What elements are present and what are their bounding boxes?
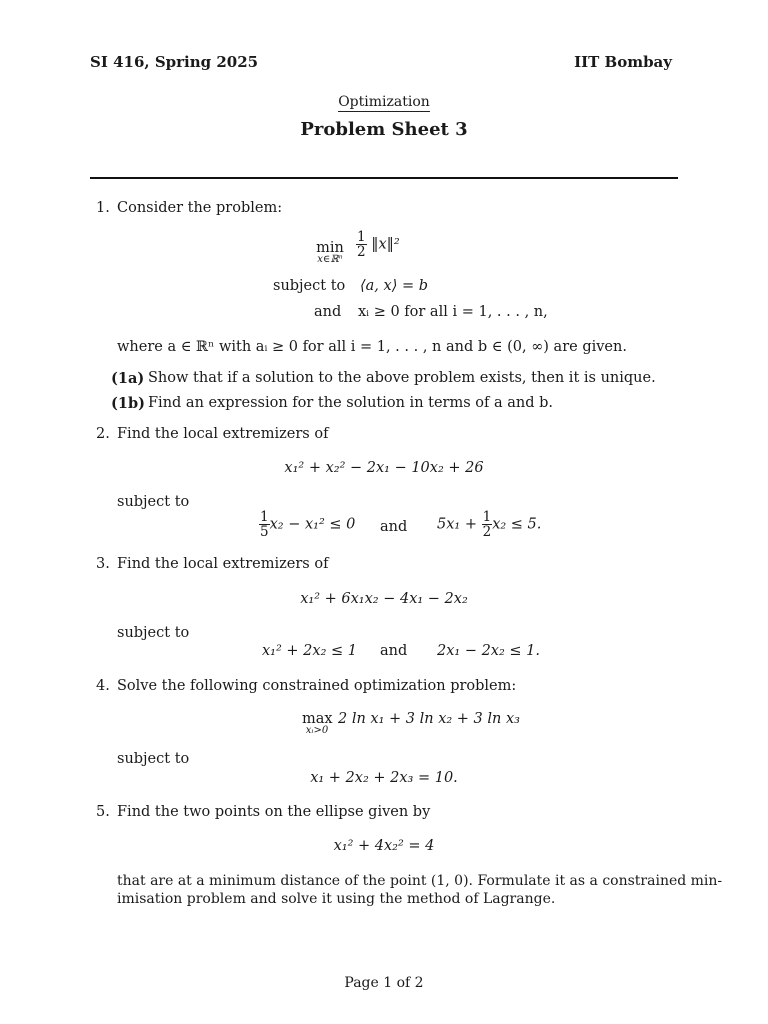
fraction-numerator: 1 [260, 509, 269, 525]
constraint-1-rest: x₂ − x₁² ≤ 0 [269, 516, 356, 533]
one-half-fraction [482, 510, 493, 539]
problem-3-and: and [380, 643, 408, 659]
title-divider [90, 177, 678, 179]
problem-5-number: 5. [96, 804, 110, 820]
problem-1-and: and [314, 304, 342, 320]
constraint-2-pre: 5x₁ + [437, 516, 477, 533]
problem-4-constraint: x₁ + 2x₂ + 2x₃ = 10. [310, 770, 458, 786]
problem-1a-label: (1a) [111, 370, 145, 387]
problem-4-subject-to: subject to [117, 751, 190, 767]
min-subscript: x∈ℝⁿ [317, 254, 343, 265]
problem-3-subject-to: subject to [117, 625, 190, 641]
problem-4-objective: 2 ln x₁ + 3 ln x₂ + 3 ln x₃ [338, 711, 520, 727]
fraction-denominator: 2 [357, 244, 366, 261]
problem-1b-text: Find an expression for the solution in terms of a and b. [148, 395, 554, 411]
problem-5-text-line-1: that are at a minimum distance of the point (1, 0). Formulate it as a constrained min- [117, 873, 723, 889]
course-name-wrap [0, 94, 768, 110]
problem-3-number: 3. [96, 556, 110, 572]
problem-4-intro: Solve the following constrained optimization problem: [117, 678, 517, 694]
fraction-denominator: 2 [482, 524, 492, 541]
problem-4-number: 4. [96, 678, 110, 694]
problem-1-intro: Consider the problem: [117, 200, 283, 216]
one-fifth-fraction [259, 510, 270, 539]
course-name: Optimization [338, 94, 430, 110]
problem-1-subject-to: subject to [273, 278, 346, 294]
max-label: max [302, 711, 333, 727]
problem-1b-label: (1b) [111, 395, 145, 412]
page-number: Page 1 of 2 [344, 975, 424, 991]
problem-2-and: and [380, 519, 408, 535]
problem-2-subject-to: subject to [117, 494, 190, 510]
problem-1-number: 1. [96, 200, 110, 216]
problem-5-equation: x₁² + 4x₂² = 4 [333, 838, 435, 854]
problem-2-intro: Find the local extremizers of [117, 426, 329, 442]
objective-norm: ‖x‖² [371, 236, 400, 253]
problem-2-objective: x₁² + x₂² − 2x₁ − 10x₂ + 26 [284, 460, 484, 476]
problem-5-intro: Find the two points on the ellipse given by [117, 804, 431, 820]
half-fraction [356, 230, 367, 259]
fraction-numerator: 1 [482, 509, 492, 525]
problem-1-min [316, 240, 344, 265]
problem-3-intro: Find the local extremizers of [117, 556, 329, 572]
fraction-numerator: 1 [357, 229, 366, 245]
problem-3-constraint-1: x₁² + 2x₂ ≤ 1 [262, 643, 357, 659]
problem-2-number: 2. [96, 426, 110, 442]
constraint-2-rest: x₂ ≤ 5. [492, 516, 542, 533]
problem-5-text-line-2: imisation problem and solve it using the method of Lagrange. [117, 891, 556, 907]
problem-3-objective: x₁² + 6x₁x₂ − 4x₁ − 2x₂ [300, 591, 468, 607]
page-title: Problem Sheet 3 [300, 119, 468, 140]
problem-1-constraint-2: xᵢ ≥ 0 for all i = 1, . . . , n, [358, 304, 548, 320]
problem-1-objective [356, 230, 400, 259]
problem-2-constraint-1 [259, 510, 355, 539]
min-label: min [316, 240, 344, 256]
course-code: SI 416, Spring 2025 [90, 53, 259, 71]
problem-3-constraint-2: 2x₁ − 2x₂ ≤ 1. [437, 643, 541, 659]
problem-2-constraint-2 [437, 510, 541, 539]
problem-1-constraint-1: ⟨a, x⟩ = b [360, 278, 429, 294]
fraction-denominator: 5 [260, 524, 269, 541]
max-subscript: xᵢ>0 [305, 725, 329, 736]
problem-4-max [302, 711, 332, 736]
problem-1a-text: Show that if a solution to the above problem exists, then it is unique. [148, 370, 656, 386]
institution: IIT Bombay [574, 53, 672, 71]
problem-1-where: where a ∈ ℝⁿ with aᵢ ≥ 0 for all i = 1, . . . , n and b ∈ (0, ∞) are given. [117, 339, 627, 355]
